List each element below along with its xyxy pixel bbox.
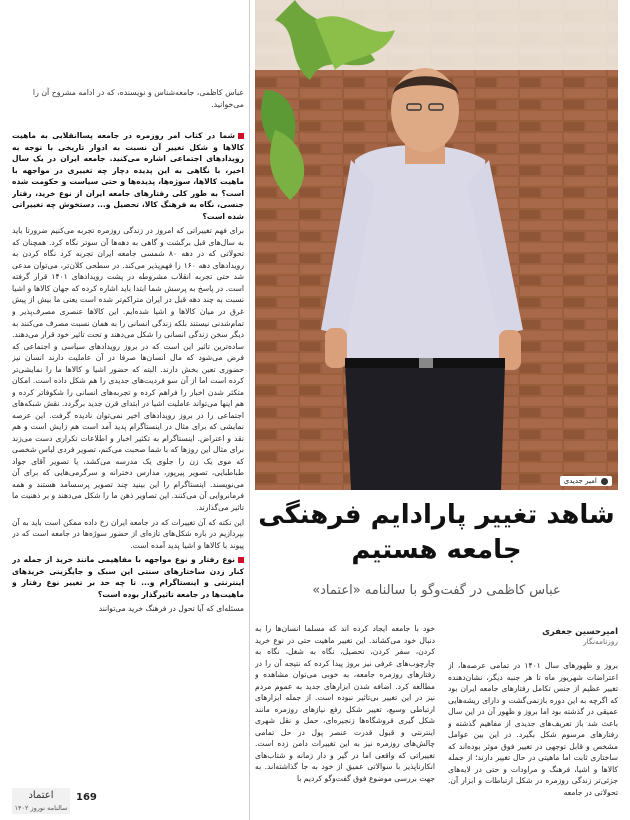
answer-2: مسئله‌ای که آیا تحول در فرهنگ خرید می‌توانند: [98, 604, 244, 614]
page-number: 169: [76, 792, 97, 803]
article-headline: شاهد تغییر پارادایم فرهنگی جامعه هستیم: [258, 500, 615, 566]
right-column: بروز و ظهورهای سال ۱۴۰۱ در تمامی عرصه‌ها، از اعتراضات شهریور ماه تا هر جنبه دیگر، نشان‌دهنده تغییر عظیم از جنس تکامل رفتارهای جامعه ایران بود که اگرچه به این دوره بازنمی‌گشت و دارای ریشه‌هایی عمیقی در گذشته بود اما بروز و ظهور آن در این سال باعث شد باز تعریف‌های جدیدی از مفاهیم گذشته و رفتارهای مرسوم شکل بگیرد. در این بین عوامل مشخص و قابل توجهی در تغییر فوق موثر بوده‌اند که ساختاری ثابت اما ماهیتی در حال تغییر دارند؛ از جمله کالاها و اشیا، فرهنگ و مراودات و حتی در لایه‌های جزئی‌تر زندگی روزمره در شکل ارتباطات و ابزار آن. تحولاتی در جامعه: [448, 661, 618, 797]
portrait-illustration: [255, 0, 618, 490]
left-column: [12, 130, 244, 785]
magazine-footer: [12, 788, 244, 816]
author-role: روزنامه‌نگار: [583, 637, 618, 646]
author-byline: [448, 627, 618, 646]
answer-1: برای فهم تغییراتی که امروز در زندگی روزمره تجربه می‌کنیم ضرورتا باید به سال‌های قبل برگشت و گاهی به دهه‌ها آن سوتر نگاه کرد. همچنان که تحولاتی که در دهه ۸۰ شمسی جامعه ایران تجربه کرد نگاه کردن به رویدادهای دهه ۱۶۰ را فهم‌پذیر می‌کند. در سطحی کلان‌تر، می‌توان مدعی شد حتی تجربه انقلاب مشروطه در پشت رویدادهای ۱۴۰۱ قرار گرفته است. در پاسخ به پرسش شما ابتدا باید اشاره کرده که جهان کالاها و اشیا نسبت به چند دهه قبل در ایران متراکم‌تر شده است یعنی ما بیش از پیش غرق در میان کالاها و اشیا شده‌ایم. این کالاها عنصری مصرف‌پذیر و تمام‌شدنی نیستند بلکه زندگی انسانی را به همان نسبت مصرف می‌کنند به دیگر سخن زندگی انسانی را شکل می‌دهند و تحت تاثیر خود قرار می‌دهند. ساده‌ترین تاثیر این است که در بروز رویدادهای سیاسی و اجتماعی که فرض می‌شود که مال انسان‌ها صرفا در آن عاملیت دارند انسان نیز حضوری تعین بخش دارند. البته که حضور اشیا و کالاها ما را نمایشی‌تر کرده است اما از آن سو فردیت‌های جدیدی را هم شکل داده است. امکان متکثر شدن اخبار را فراهم کرده و تجربه‌های انسانی را شکوفاتر کرده و هم اینها می‌تواند عاملیت اشیا در ابتدای قرن جدید برگردد. نقش شبکه‌های اجتماعی را در بروز رویدادهای اخیر نمی‌توان نادیده گرفت. این عرصه نمایشی که برای مثال در اینستاگرام پدید آمد است هم زایش است و هم نقد و اعتراض. اینستاگرام به تکثیر اخبار و اطلاعات تکراری دست می‌زند برای مثال این روزها که با شما صحبت می‌کنم، تصویر فردی لباس شخصی که موی یک زن را جلوی یک مدرسه می‌کشد، یا تصویر آقای جواد طباطبایی، تصویر پیرپور، مدارس دخترانه و سرگرمی‌هایی که برای آن می‌نویسند. اینستاگرام را این بینید چند تصویر پرسسامد هستند و همه فرمانروایی آن می‌کنند. این تصاویر ذهن ما را شکل می‌دهند و بر ذهنیت ما تاثیر می‌گذارند.: [12, 226, 244, 512]
article-subhead: عباس کاظمی در گفت‌وگو با سالنامه «اعتماد»: [312, 583, 561, 598]
column-divider: [249, 0, 250, 820]
question-1: [12, 130, 244, 222]
question-2-text: نوع رفتار و نوع مواجهه با مفاهیمی مانند خرید از جمله در کنار زدن ساختارهای سنتی این سبک و جایگزینی خریدهای اینترنتی و اینستاگرام و... تا چه حد بر تغییر نوع رفتار و ماهیت‌ها در جامعه تاثیرگذار بوده است؟: [12, 555, 244, 599]
photo-credit: [560, 476, 612, 486]
portrait-photo: [255, 0, 618, 490]
intro-text: عباس کاظمی، جامعه‌شناس و نویسنده، که در ادامه مشروح آن را می‌خوانید.: [32, 88, 244, 109]
question-2: [12, 554, 244, 600]
question-1-text: شما در کتاب امر روزمره در جامعه پساانقلابی به ماهیت کالاها و شکل تغییر آن نسبت به ادوار تاریخی با توجه به رویدادهای اجتماعی اشاره می‌کنید. جامعه ایران در یک سال اخیر، با نگاهی به این پدیده دچار چه تغییری در مواجهه با ماهیت کالاها، سوژه‌ها، پدیده‌ها و حتی سیاست و حکومت شده است؟ به طور کلی رفتارهای جامعه ایران از نوع خرید، رفتار جنسی، نگاه به فرهنگ کالا، تحصیل و... دستخوش چه تغییراتی شده است؟: [12, 131, 244, 221]
question-square-icon: [238, 557, 244, 563]
question-square-icon: [238, 133, 244, 139]
middle-column: خود با جامعه ایجاد کرده اند که مسلما انسان‌ها را به دنبال خود می‌کشاند. این تغییر ماهیت حتی در نوع خرید کردن، سفر کردن، تحصیل، نگاه به شغل، نگاه به چارچوب‌های عرفی نیز بروز پیدا کرده که نتیجه آن را در رفتارهای روزمره جامعه، به خوبی می‌توان مشاهده و مطالعه کرد. اضافه شدن ابزارهای جدید به عموم مردم نیز در این تغییر بی‌تاثیر نبوده است. از جمله ابزارهای ارتباطی وسیع، تغییر شکل رفع نیازهای روزمره مانند شکل گیری فروشگاه‌ها زنجیره‌ای، حمل و نقل شهری اینترنتی و قبول قدرت عنصر پول در حل تمامی چالش‌های روزمره نیز به این تغییرات دامن زده است. تغییراتی که واقعی اما در گیر و دار زمانه و شتاب‌های انکارناپذیر با سوالاتی عمیق از خود به جا گذاشته‌اند. به جهت بررسی موضوع فوق گفت‌وگو کردیم با: [255, 624, 435, 783]
author-name: امیرحسین جعفری: [542, 627, 618, 637]
photo-credit-text: امیر جدیدی: [563, 477, 597, 485]
answer-1b: این نکته که آن تغییرات که در جامعه ایران رخ داده ممکن است باید به آن بپردازیم در باره شکل‌های تازه‌ای از حضور سوژه‌ها در جامعه است که در پیوند با کالاها و اشیا پدید آمده است.: [12, 517, 244, 550]
issue-label: سالنامه نوروز ۱۴۰۲: [14, 804, 68, 812]
magazine-logo: اعتماد: [12, 788, 70, 814]
camera-icon: [601, 478, 608, 485]
